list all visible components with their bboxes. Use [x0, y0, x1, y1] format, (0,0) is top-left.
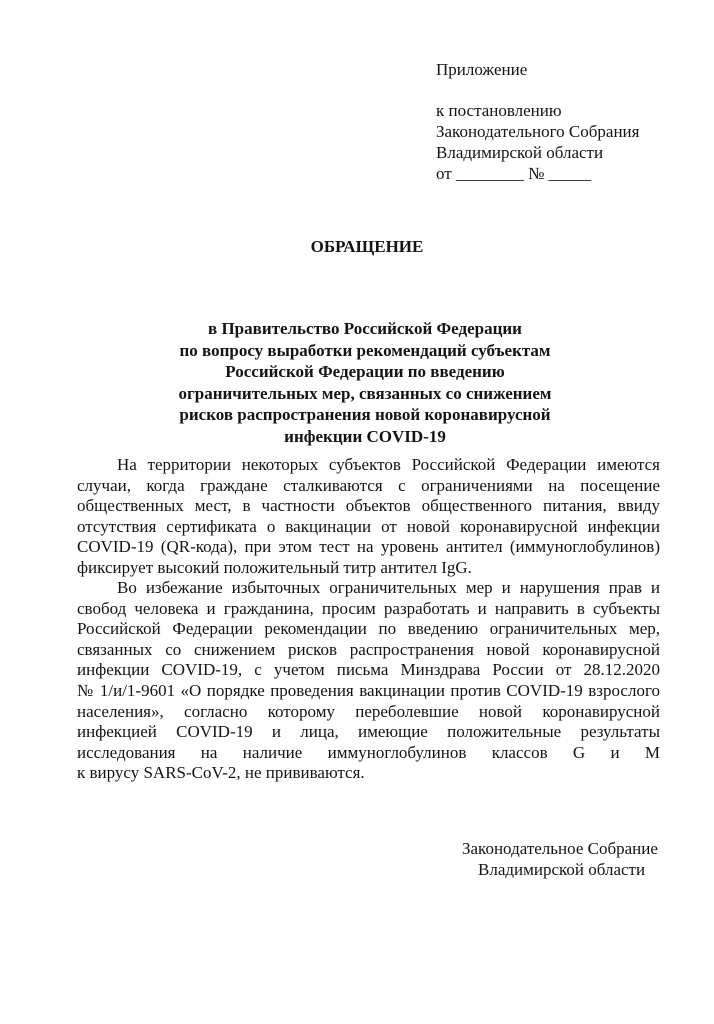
paragraph-line: инфекцией COVID-19 и лица, имеющие положительные результаты [77, 722, 660, 742]
paragraph-line: инфекции COVID-19, с учетом письма Минздрава России от 28.12.2020 [77, 660, 660, 680]
body-paragraph-2 [77, 578, 660, 784]
subtitle-line: по вопросу выработки рекомендаций субъектам [179, 340, 551, 360]
paragraph-line: Российской Федерации рекомендации по введению ограничительных мер, [77, 619, 660, 639]
paragraph-line: свобод человека и гражданина, просим разработать и направить в субъекты [77, 598, 660, 618]
paragraph-line: фиксирует высокий положительный титр антител IgG. [77, 557, 472, 577]
subtitle-line: рисков распространения новой коронавирусной [179, 405, 551, 424]
signature-line: Законодательное Собрание [462, 839, 658, 858]
annex-line: Владимирской области [436, 143, 604, 162]
paragraph-line: связанных со снижением рисков распространения новой коронавирусной [77, 639, 660, 659]
paragraph-line: к вирусу SARS-CoV-2, не прививаются. [77, 763, 365, 783]
paragraph-line: № 1/и/1-9601 «О порядке проведения вакцинации против COVID-19 взрослого [77, 680, 660, 700]
paragraph-line: отсутствия сертификата о вакцинации от новой коронавирусной инфекции [77, 516, 660, 536]
paragraph-line: случаи, когда граждане сталкиваются с ограничениями на посещение [77, 475, 660, 495]
signature-line: Владимирской области [478, 860, 646, 879]
document-title: ОБРАЩЕНИЕ [310, 237, 424, 256]
subtitle-line: инфекции COVID-19 [284, 426, 446, 446]
paragraph-line: Во избежание избыточных ограничительных мер и нарушения прав и [117, 578, 660, 597]
annex-date-number-line: от ________ № _____ [436, 164, 592, 183]
subtitle-line: ограничительных мер, связанных со снижением [178, 383, 552, 403]
paragraph-line: На территории некоторых субъектов Российской Федерации имеются [117, 455, 660, 474]
paragraph-line: исследования на наличие иммуноглобулинов классов G и M [77, 742, 660, 762]
paragraph-line: COVID-19 (QR-кода), при этом тест на уровень антител (иммуноглобулинов) [77, 537, 660, 557]
annex-line: к постановлению [436, 101, 562, 120]
body-paragraph-1 [77, 455, 660, 579]
annex-label: Приложение [436, 60, 528, 79]
paragraph-line: общественных мест, в частности объектов общественного питания, ввиду [77, 496, 660, 516]
subtitle-line: Российской Федерации по введению [225, 362, 505, 381]
paragraph-line: населения», согласно которому переболевшие новой коронавирусной [77, 701, 660, 721]
subtitle-line: в Правительство Российской Федерации [208, 319, 522, 338]
annex-line: Законодательного Собрания [436, 122, 640, 141]
